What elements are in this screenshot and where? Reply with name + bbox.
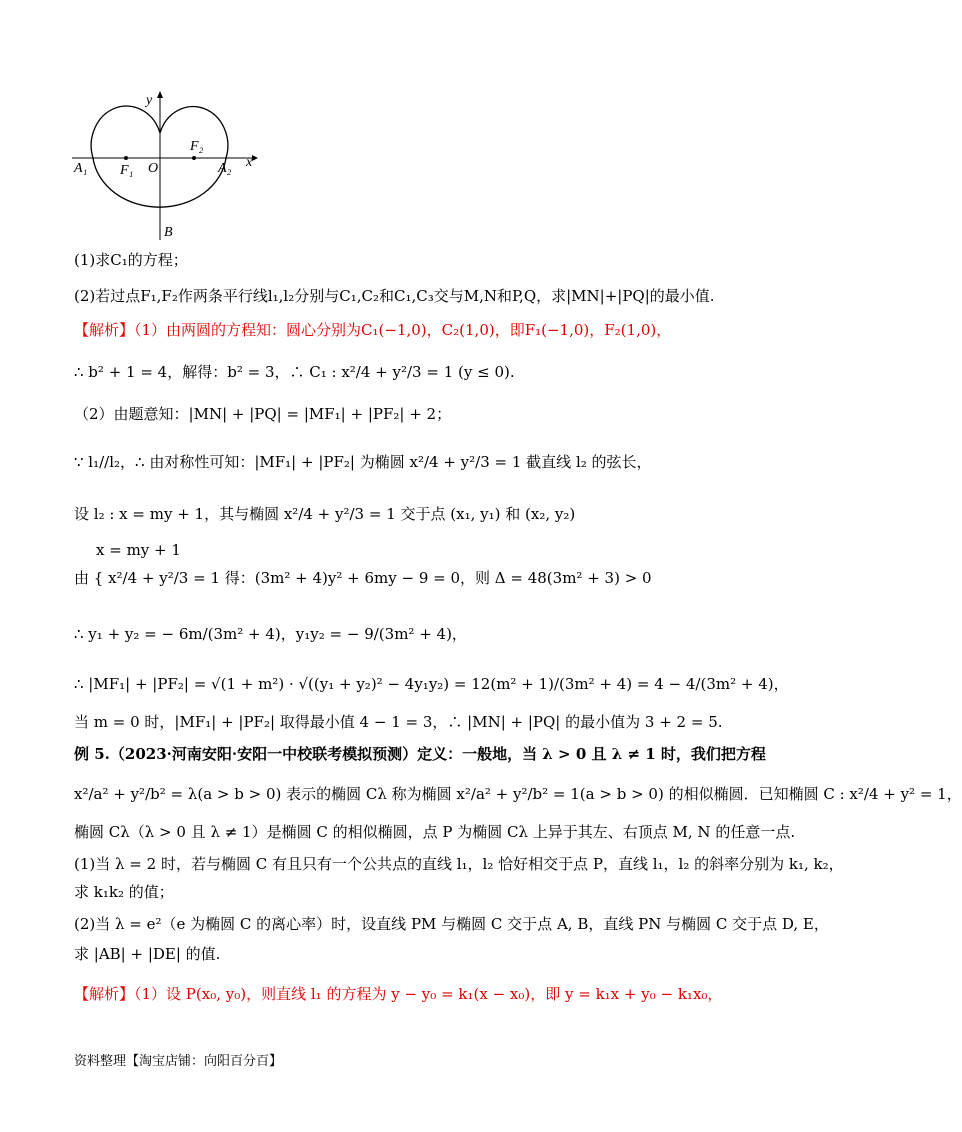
example-5-line-2: x²/a² + y²/b² = λ(a > b > 0) 表示的椭圆 Cλ 称为椭圆 x²/a² + y²/b² = 1(a > b > 0) 的相似椭圆．已知椭圆 C : x²/4 + y² = 1， <box>74 785 962 803</box>
solution-line-3: （2）由题意知：|MN| + |PQ| = |MF₁| + |PF₂| + 2； <box>74 405 452 423</box>
example-5-part-2: (2)当 λ = e²（e 为椭圆 C 的离心率）时，设直线 PM 与椭圆 C 交于点 A, B，直线 PN 与椭圆 C 交于点 D, E， <box>74 915 829 933</box>
x-axis-arrow <box>252 155 258 161</box>
solution-line-6: 由 { x²/4 + y²/3 = 1 得：(3m² + 4)y² + 6my − 9 = 0，则 Δ = 48(3m² + 3) > 0 <box>74 569 652 587</box>
label-x: x <box>246 155 253 170</box>
focus-f1-point <box>124 156 128 160</box>
solution-line-5: 设 l₂ : x = my + 1，其与椭圆 x²/4 + y²/3 = 1 交于点 (x₁, y₁) 和 (x₂, y₂) <box>74 505 576 523</box>
example-5-part-2b: 求 |AB| + |DE| 的值. <box>74 945 221 963</box>
solution-line-2: ∴ b² + 1 = 4，解得：b² = 3，∴ C₁ : x²/4 + y²/3 = 1 (y ≤ 0). <box>74 363 515 381</box>
footer-note: 资料整理【淘宝店铺：向阳百分百】 <box>74 1054 283 1069</box>
question-1: (1)求C₁的方程； <box>74 251 188 269</box>
label-y: y <box>146 93 153 108</box>
solution-line-8: ∴ |MF₁| + |PF₂| = √(1 + m²) · √((y₁ + y₂)² − 4y₁y₂) = 12(m² + 1)/(3m² + 4) = 4 − 4/(3m² + 4)， <box>74 675 789 693</box>
example-5-header: 例 5.（2023·河南安阳·安阳一中校联考模拟预测）定义：一般地，当 λ > 0 且 λ ≠ 1 时，我们把方程 <box>74 745 766 763</box>
solution-line-4: ∵ l₁//l₂，∴ 由对称性可知：|MF₁| + |PF₂| 为椭圆 x²/4 + y²/3 = 1 截直线 l₂ 的弦长， <box>74 453 652 471</box>
example-5-line-3: 椭圆 Cλ（λ > 0 且 λ ≠ 1）是椭圆 C 的相似椭圆，点 P 为椭圆 Cλ 上异于其左、右顶点 M, N 的任意一点. <box>74 823 796 841</box>
label-a1: A₁ <box>74 161 88 176</box>
label-o: O <box>148 161 159 176</box>
label-f1: F₁ <box>120 163 134 178</box>
label-f2: F₂ <box>190 139 204 154</box>
heart-curve-figure <box>68 88 268 248</box>
label-b: B <box>164 225 173 240</box>
y-axis-arrow <box>157 91 163 98</box>
system-eq-top: x = my + 1 <box>96 541 181 559</box>
question-2: (2)若过点F₁,F₂作两条平行线l₁,l₂分别与C₁,C₂和C₁,C₃交与M,N和P,Q，求|MN|+|PQ|的最小值. <box>74 287 715 305</box>
solution-line-7: ∴ y₁ + y₂ = − 6m/(3m² + 4)，y₁y₂ = − 9/(3m² + 4)， <box>74 625 467 643</box>
left-arc <box>91 106 160 158</box>
example-5-solution: 【解析】（1）设 P(x₀, y₀)，则直线 l₁ 的方程为 y − y₀ = k₁(x − x₀)，即 y = k₁x + y₀ − k₁x₀， <box>74 985 723 1003</box>
example-5-part-1: (1)当 λ = 2 时，若与椭圆 C 有且只有一个公共点的直线 l₁，l₂ 恰好相交于点 P，直线 l₁，l₂ 的斜率分别为 k₁, k₂， <box>74 855 844 873</box>
label-a2: A₂ <box>218 161 232 176</box>
focus-f2-point <box>192 156 196 160</box>
solution-heading-1: 【解析】（1）由两圆的方程知：圆心分别为C₁(−1,0)，C₂(1,0)，即F₁(−1,0)，F₂(1,0)， <box>74 321 672 339</box>
example-5-part-1b: 求 k₁k₂ 的值； <box>74 883 174 901</box>
solution-line-9: 当 m = 0 时，|MF₁| + |PF₂| 取得最小值 4 − 1 = 3，∴ |MN| + |PQ| 的最小值为 3 + 2 = 5. <box>74 713 723 731</box>
